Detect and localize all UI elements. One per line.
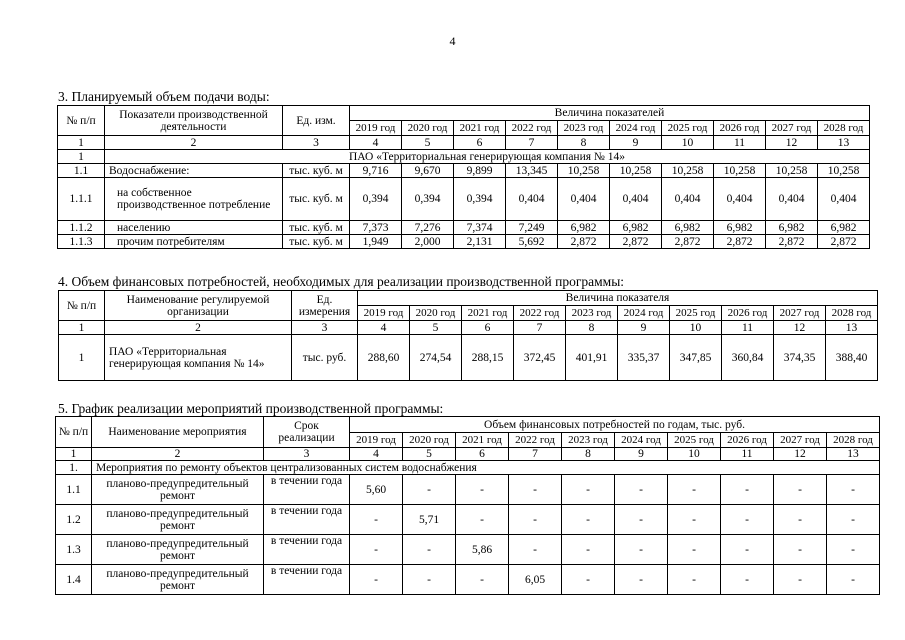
- year-header: 2025 год: [670, 306, 722, 321]
- column-number: 7: [509, 448, 562, 461]
- value-cell: -: [509, 535, 562, 565]
- value-cell: -: [774, 505, 827, 535]
- table-row: [56, 475, 880, 505]
- financial-needs-table: [58, 290, 878, 381]
- value-cell: -: [827, 535, 880, 565]
- value-cell: -: [350, 565, 403, 595]
- table-row: [58, 221, 870, 235]
- value-cell: 6,982: [558, 221, 610, 235]
- value-cell: 9,899: [454, 164, 506, 178]
- value-cell: 0,394: [350, 178, 402, 221]
- year-header: 2019 год: [358, 306, 410, 321]
- column-number: 10: [662, 136, 714, 150]
- row-num: 1.2: [56, 505, 92, 535]
- column-number: 11: [721, 448, 774, 461]
- row-num: 1.1.2: [58, 221, 105, 235]
- value-cell: 5,692: [506, 235, 558, 249]
- year-header: 2022 год: [514, 306, 566, 321]
- year-header: 2021 год: [462, 306, 514, 321]
- value-cell: 0,404: [506, 178, 558, 221]
- year-header: 2023 год: [558, 121, 610, 136]
- value-cell: -: [509, 475, 562, 505]
- year-header: 2022 год: [506, 121, 558, 136]
- row-num: 1.1: [56, 475, 92, 505]
- value-cell: 6,982: [766, 221, 818, 235]
- row-indicator: прочим потребителям: [105, 235, 283, 249]
- year-header: 2020 год: [402, 121, 454, 136]
- value-cell: 0,404: [818, 178, 870, 221]
- table-row: [56, 505, 880, 535]
- value-cell: 9,670: [402, 164, 454, 178]
- column-number: 13: [827, 448, 880, 461]
- value-cell: -: [827, 505, 880, 535]
- column-number: 8: [558, 136, 610, 150]
- value-cell: 5,71: [403, 505, 456, 535]
- table-row: [58, 178, 870, 221]
- row-term: в течении года: [264, 475, 350, 505]
- value-cell: 2,872: [818, 235, 870, 249]
- page-number: 4: [449, 34, 456, 48]
- value-cell: 6,982: [818, 221, 870, 235]
- value-cell: 374,35: [774, 335, 826, 381]
- activities-schedule-table: [55, 416, 880, 595]
- value-cell: -: [615, 475, 668, 505]
- row-unit: тыс. куб. м: [283, 235, 350, 249]
- header-num: № п/п: [56, 417, 92, 448]
- column-number: 6: [462, 321, 514, 335]
- header-activity: Наименование мероприятия: [92, 417, 264, 448]
- value-cell: 0,404: [662, 178, 714, 221]
- header-organization: Наименование регулируемой организации: [105, 291, 292, 321]
- column-number: 10: [668, 448, 721, 461]
- row-num: 1.1: [58, 164, 105, 178]
- group-row-num: 1.: [56, 461, 92, 475]
- value-cell: 2,131: [454, 235, 506, 249]
- value-cell: -: [562, 475, 615, 505]
- value-cell: -: [562, 505, 615, 535]
- row-num: 1.1.1: [58, 178, 105, 221]
- column-number: 6: [456, 448, 509, 461]
- column-number: 5: [410, 321, 462, 335]
- year-header: 2019 год: [350, 121, 402, 136]
- value-cell: -: [403, 565, 456, 595]
- year-header: 2019 год: [350, 433, 403, 448]
- column-number: 3: [283, 136, 350, 150]
- row-term: в течении года: [264, 565, 350, 595]
- value-cell: -: [668, 505, 721, 535]
- value-cell: 401,91: [566, 335, 618, 381]
- value-cell: 10,258: [766, 164, 818, 178]
- value-cell: -: [721, 565, 774, 595]
- column-number: 3: [292, 321, 358, 335]
- value-cell: 7,373: [350, 221, 402, 235]
- column-number: 1: [59, 321, 105, 335]
- row-indicator: Водоснабжение:: [105, 164, 283, 178]
- row-indicator: на собственное производственное потребление: [105, 178, 283, 221]
- table-row: [56, 565, 880, 595]
- year-header: 2028 год: [826, 306, 878, 321]
- row-term: в течении года: [264, 505, 350, 535]
- header-unit: Ед. измерения: [292, 291, 358, 321]
- column-number: 2: [92, 448, 264, 461]
- year-header: 2024 год: [615, 433, 668, 448]
- column-number: 8: [562, 448, 615, 461]
- header-unit: Ед. изм.: [283, 106, 350, 136]
- year-header: 2028 год: [827, 433, 880, 448]
- value-cell: 10,258: [662, 164, 714, 178]
- column-number: 3: [264, 448, 350, 461]
- row-unit: тыс. руб.: [292, 335, 358, 381]
- value-cell: 2,872: [714, 235, 766, 249]
- year-header: 2024 год: [610, 121, 662, 136]
- value-cell: -: [668, 565, 721, 595]
- year-header: 2025 год: [662, 121, 714, 136]
- value-cell: 0,394: [402, 178, 454, 221]
- value-cell: 7,249: [506, 221, 558, 235]
- column-number: 12: [774, 448, 827, 461]
- value-cell: 0,404: [558, 178, 610, 221]
- year-header: 2027 год: [766, 121, 818, 136]
- value-cell: 6,05: [509, 565, 562, 595]
- value-cell: 13,345: [506, 164, 558, 178]
- value-cell: 274,54: [410, 335, 462, 381]
- column-number: 11: [722, 321, 774, 335]
- value-cell: 335,37: [618, 335, 670, 381]
- value-cell: -: [774, 475, 827, 505]
- section-4-title: 4. Объем финансовых потребностей, необходимых для реализации производственной программы:: [58, 274, 625, 289]
- column-number: 2: [105, 136, 283, 150]
- column-number: 5: [402, 136, 454, 150]
- column-number: 12: [766, 136, 818, 150]
- row-organization: ПАО «Территориальная генерирующая компания № 14»: [105, 335, 292, 381]
- column-number: 7: [514, 321, 566, 335]
- value-cell: 0,394: [454, 178, 506, 221]
- row-indicator: населению: [105, 221, 283, 235]
- value-cell: -: [403, 535, 456, 565]
- year-header: 2027 год: [774, 433, 827, 448]
- row-activity: планово-предупредительный ремонт: [92, 565, 264, 595]
- value-cell: 2,000: [402, 235, 454, 249]
- value-cell: 1,949: [350, 235, 402, 249]
- value-cell: 0,404: [766, 178, 818, 221]
- year-header: 2020 год: [410, 306, 462, 321]
- column-number: 4: [350, 136, 402, 150]
- row-unit: тыс. куб. м: [283, 164, 350, 178]
- value-cell: 360,84: [722, 335, 774, 381]
- value-cell: -: [827, 475, 880, 505]
- table-row: [56, 535, 880, 565]
- value-cell: -: [456, 475, 509, 505]
- column-number: 2: [105, 321, 292, 335]
- value-cell: 9,716: [350, 164, 402, 178]
- value-cell: -: [668, 535, 721, 565]
- column-number: 7: [506, 136, 558, 150]
- value-cell: -: [562, 535, 615, 565]
- value-cell: 2,872: [662, 235, 714, 249]
- value-cell: -: [350, 535, 403, 565]
- year-header: 2024 год: [618, 306, 670, 321]
- water-supply-table: [57, 105, 870, 249]
- year-header: 2026 год: [721, 433, 774, 448]
- value-cell: 10,258: [558, 164, 610, 178]
- column-number: 9: [618, 321, 670, 335]
- value-cell: -: [456, 505, 509, 535]
- value-cell: -: [403, 475, 456, 505]
- value-cell: -: [562, 565, 615, 595]
- column-number: 1: [56, 448, 92, 461]
- year-header: 2026 год: [714, 121, 766, 136]
- column-number: 12: [774, 321, 826, 335]
- table-row: [58, 164, 870, 178]
- header-values-group: Объем финансовых потребностей по годам, тыс. руб.: [350, 417, 880, 433]
- column-number: 10: [670, 321, 722, 335]
- year-header: 2028 год: [818, 121, 870, 136]
- row-num: 1.1.3: [58, 235, 105, 249]
- column-number: 5: [403, 448, 456, 461]
- value-cell: 5,60: [350, 475, 403, 505]
- value-cell: 347,85: [670, 335, 722, 381]
- header-num: № п/п: [59, 291, 105, 321]
- value-cell: 2,872: [610, 235, 662, 249]
- header-values-group: Величина показателей: [350, 106, 870, 121]
- value-cell: 7,374: [454, 221, 506, 235]
- year-header: 2021 год: [456, 433, 509, 448]
- column-number: 4: [350, 448, 403, 461]
- row-num: 1: [59, 335, 105, 381]
- value-cell: 6,982: [714, 221, 766, 235]
- year-header: 2023 год: [562, 433, 615, 448]
- value-cell: 0,404: [610, 178, 662, 221]
- section-5-title: 5. График реализации мероприятий производственной программы:: [58, 401, 444, 416]
- value-cell: 6,982: [662, 221, 714, 235]
- column-number: 13: [826, 321, 878, 335]
- value-cell: -: [721, 535, 774, 565]
- column-number: 11: [714, 136, 766, 150]
- value-cell: -: [615, 565, 668, 595]
- value-cell: -: [350, 505, 403, 535]
- value-cell: 6,982: [610, 221, 662, 235]
- value-cell: 7,276: [402, 221, 454, 235]
- row-activity: планово-предупредительный ремонт: [92, 505, 264, 535]
- value-cell: -: [615, 535, 668, 565]
- value-cell: -: [827, 565, 880, 595]
- value-cell: -: [774, 565, 827, 595]
- value-cell: 372,45: [514, 335, 566, 381]
- value-cell: 288,60: [358, 335, 410, 381]
- value-cell: 0,404: [714, 178, 766, 221]
- value-cell: 388,40: [826, 335, 878, 381]
- value-cell: 10,258: [818, 164, 870, 178]
- column-number: 9: [615, 448, 668, 461]
- year-header: 2020 год: [403, 433, 456, 448]
- row-unit: тыс. куб. м: [283, 221, 350, 235]
- org-row-num: 1: [58, 150, 105, 164]
- year-header: 2023 год: [566, 306, 618, 321]
- value-cell: 2,872: [558, 235, 610, 249]
- row-num: 1.3: [56, 535, 92, 565]
- row-activity: планово-предупредительный ремонт: [92, 535, 264, 565]
- year-header: 2025 год: [668, 433, 721, 448]
- column-number: 4: [358, 321, 410, 335]
- header-values-group: Величина показателя: [358, 291, 878, 306]
- header-indicator: Показатели производственной деятельности: [105, 106, 283, 136]
- year-header: 2022 год: [509, 433, 562, 448]
- year-header: 2027 год: [774, 306, 826, 321]
- value-cell: -: [456, 565, 509, 595]
- section-3-title: 3. Планируемый объем подачи воды:: [58, 89, 270, 104]
- column-number: 13: [818, 136, 870, 150]
- row-unit: тыс. куб. м: [283, 178, 350, 221]
- header-term: Срок реализации: [264, 417, 350, 448]
- value-cell: -: [668, 475, 721, 505]
- value-cell: -: [721, 475, 774, 505]
- value-cell: 10,258: [610, 164, 662, 178]
- value-cell: -: [509, 505, 562, 535]
- year-header: 2026 год: [722, 306, 774, 321]
- row-activity: планово-предупредительный ремонт: [92, 475, 264, 505]
- table-row: [58, 235, 870, 249]
- value-cell: -: [774, 535, 827, 565]
- year-header: 2021 год: [454, 121, 506, 136]
- value-cell: -: [721, 505, 774, 535]
- column-number: 6: [454, 136, 506, 150]
- value-cell: -: [615, 505, 668, 535]
- value-cell: 288,15: [462, 335, 514, 381]
- org-row-name: ПАО «Территориальная генерирующая компания № 14»: [105, 150, 870, 164]
- column-number: 8: [566, 321, 618, 335]
- column-number: 1: [58, 136, 105, 150]
- row-num: 1.4: [56, 565, 92, 595]
- value-cell: 10,258: [714, 164, 766, 178]
- row-term: в течении года: [264, 535, 350, 565]
- value-cell: 2,872: [766, 235, 818, 249]
- value-cell: 5,86: [456, 535, 509, 565]
- column-number: 9: [610, 136, 662, 150]
- group-row-name: Мероприятия по ремонту объектов централизованных систем водоснабжения: [92, 461, 880, 475]
- header-num: № п/п: [58, 106, 105, 136]
